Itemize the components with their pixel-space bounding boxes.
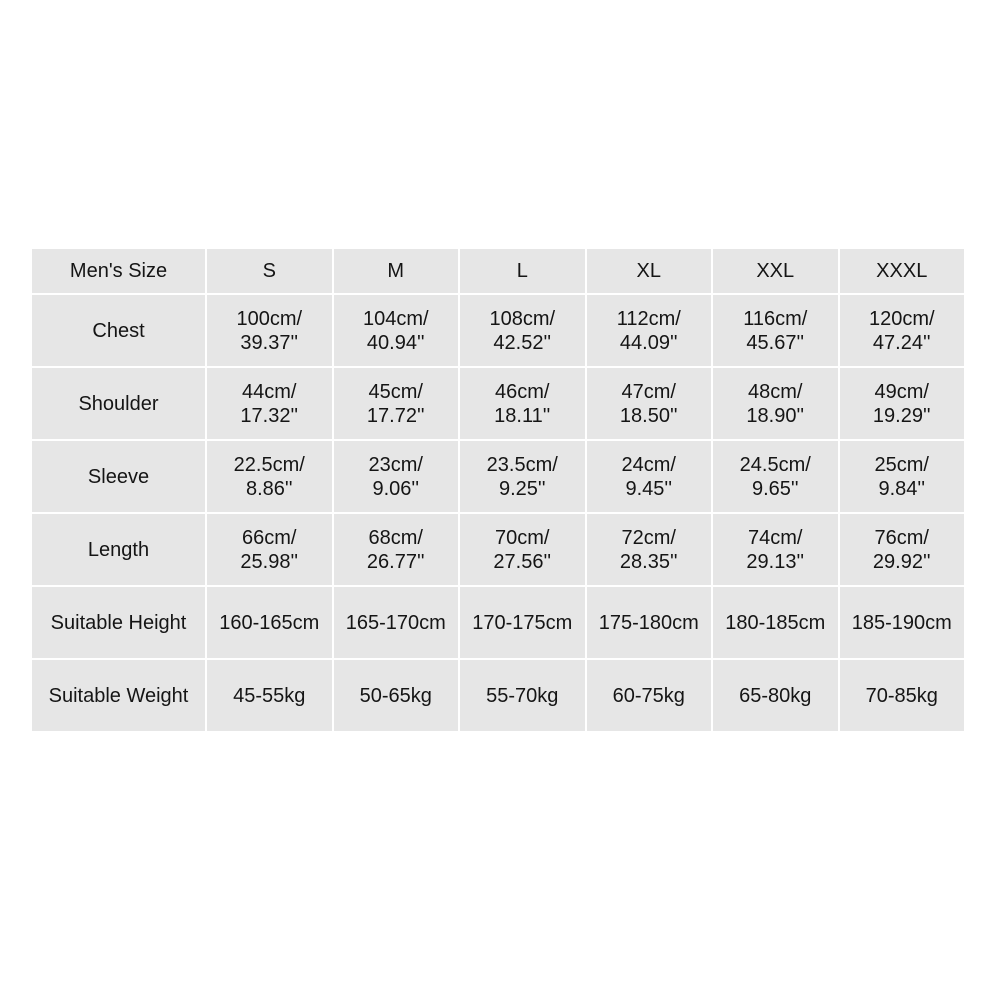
cell-line: 108cm/ <box>489 307 556 330</box>
cell-sleeve-xxxl <box>839 440 966 513</box>
cell-suitable-weight-xxxl <box>839 659 966 732</box>
cell-line: 47.24'' <box>872 331 931 354</box>
row-suitable-height <box>31 586 965 659</box>
header-row <box>31 248 965 294</box>
cell-line: 24cm/ <box>621 453 676 476</box>
cell-sleeve-s <box>206 440 333 513</box>
cell-length-xxxl <box>839 513 966 586</box>
cell-shoulder-xxl <box>712 367 839 440</box>
cell-chest-xxxl <box>839 294 966 367</box>
row-label-sleeve: Sleeve <box>31 440 206 513</box>
cell-shoulder-l <box>459 367 586 440</box>
row-label-suitable-height: Suitable Height <box>31 586 206 659</box>
cell-line: 24.5cm/ <box>739 453 811 476</box>
cell-shoulder-m <box>333 367 460 440</box>
cell-line: 44cm/ <box>242 380 297 403</box>
cell-line: 46cm/ <box>495 380 550 403</box>
row-chest <box>31 294 965 367</box>
cell-chest-xxl <box>712 294 839 367</box>
cell-suitable-weight-s <box>206 659 333 732</box>
cell-suitable-weight-xxl <box>712 659 839 732</box>
cell-suitable-height-xl <box>586 586 713 659</box>
size-header-xxl: XXL <box>712 248 839 294</box>
cell-line: 165-170cm <box>345 611 446 634</box>
cell-line: 17.72'' <box>366 404 425 427</box>
cell-line: 50-65kg <box>359 684 432 707</box>
cell-line: 185-190cm <box>851 611 952 634</box>
cell-suitable-weight-m <box>333 659 460 732</box>
cell-chest-m <box>333 294 460 367</box>
cell-line: 25cm/ <box>874 453 929 476</box>
cell-length-m <box>333 513 460 586</box>
cell-suitable-weight-xl <box>586 659 713 732</box>
cell-line: 26.77'' <box>366 550 425 573</box>
cell-line: 60-75kg <box>612 684 685 707</box>
cell-line: 70-85kg <box>865 684 938 707</box>
cell-line: 28.35'' <box>619 550 678 573</box>
cell-suitable-height-s <box>206 586 333 659</box>
cell-line: 68cm/ <box>368 526 423 549</box>
cell-line: 25.98'' <box>240 550 299 573</box>
cell-line: 170-175cm <box>472 611 573 634</box>
cell-suitable-height-m <box>333 586 460 659</box>
cell-line: 74cm/ <box>748 526 803 549</box>
cell-line: 112cm/ <box>616 307 681 330</box>
cell-suitable-height-l <box>459 586 586 659</box>
cell-chest-xl <box>586 294 713 367</box>
cell-line: 66cm/ <box>242 526 297 549</box>
cell-length-xl <box>586 513 713 586</box>
cell-line: 29.92'' <box>872 550 931 573</box>
cell-line: 70cm/ <box>495 526 550 549</box>
cell-line: 42.52'' <box>493 331 552 354</box>
cell-chest-l <box>459 294 586 367</box>
cell-line: 65-80kg <box>739 684 812 707</box>
cell-line: 120cm/ <box>868 307 935 330</box>
cell-sleeve-xxl <box>712 440 839 513</box>
cell-line: 160-165cm <box>219 611 320 634</box>
header-label-cell: Men's Size <box>31 248 206 294</box>
cell-line: 175-180cm <box>598 611 699 634</box>
cell-line: 104cm/ <box>362 307 429 330</box>
cell-line: 44.09'' <box>619 331 678 354</box>
cell-line: 45cm/ <box>368 380 423 403</box>
cell-line: 76cm/ <box>874 526 929 549</box>
cell-line: 55-70kg <box>486 684 559 707</box>
cell-length-xxl <box>712 513 839 586</box>
cell-length-s <box>206 513 333 586</box>
row-label-suitable-weight: Suitable Weight <box>31 659 206 732</box>
row-label-shoulder: Shoulder <box>31 367 206 440</box>
cell-line: 23.5cm/ <box>486 453 558 476</box>
row-sleeve <box>31 440 965 513</box>
cell-line: 9.06'' <box>372 477 420 500</box>
cell-line: 23cm/ <box>368 453 423 476</box>
cell-line: 8.86'' <box>245 477 293 500</box>
cell-suitable-weight-l <box>459 659 586 732</box>
cell-line: 100cm/ <box>236 307 303 330</box>
cell-chest-s <box>206 294 333 367</box>
cell-line: 9.45'' <box>625 477 673 500</box>
row-label-chest: Chest <box>31 294 206 367</box>
cell-line: 45.67'' <box>746 331 805 354</box>
size-header-xxxl: XXXL <box>839 248 966 294</box>
cell-line: 40.94'' <box>366 331 425 354</box>
row-shoulder <box>31 367 965 440</box>
cell-line: 18.11'' <box>494 404 551 427</box>
size-chart-table <box>30 247 966 733</box>
cell-line: 72cm/ <box>621 526 676 549</box>
cell-sleeve-m <box>333 440 460 513</box>
row-length <box>31 513 965 586</box>
cell-line: 9.25'' <box>498 477 546 500</box>
cell-line: 49cm/ <box>874 380 929 403</box>
cell-line: 18.90'' <box>746 404 805 427</box>
cell-line: 48cm/ <box>748 380 803 403</box>
size-header-l: L <box>459 248 586 294</box>
cell-suitable-height-xxxl <box>839 586 966 659</box>
cell-line: 47cm/ <box>621 380 676 403</box>
cell-suitable-height-xxl <box>712 586 839 659</box>
cell-line: 39.37'' <box>240 331 299 354</box>
cell-line: 9.84'' <box>878 477 926 500</box>
cell-line: 18.50'' <box>619 404 678 427</box>
size-header-xl: XL <box>586 248 713 294</box>
cell-line: 45-55kg <box>233 684 306 707</box>
cell-sleeve-xl <box>586 440 713 513</box>
size-header-m: M <box>333 248 460 294</box>
cell-shoulder-xxxl <box>839 367 966 440</box>
row-label-length: Length <box>31 513 206 586</box>
cell-line: 29.13'' <box>746 550 805 573</box>
row-suitable-weight <box>31 659 965 732</box>
cell-line: 9.65'' <box>751 477 799 500</box>
cell-line: 116cm/ <box>743 307 808 330</box>
cell-line: 22.5cm/ <box>233 453 305 476</box>
cell-shoulder-s <box>206 367 333 440</box>
cell-shoulder-xl <box>586 367 713 440</box>
cell-line: 17.32'' <box>240 404 299 427</box>
size-header-s: S <box>206 248 333 294</box>
cell-line: 27.56'' <box>493 550 552 573</box>
cell-length-l <box>459 513 586 586</box>
cell-line: 180-185cm <box>725 611 826 634</box>
cell-sleeve-l <box>459 440 586 513</box>
cell-line: 19.29'' <box>872 404 931 427</box>
